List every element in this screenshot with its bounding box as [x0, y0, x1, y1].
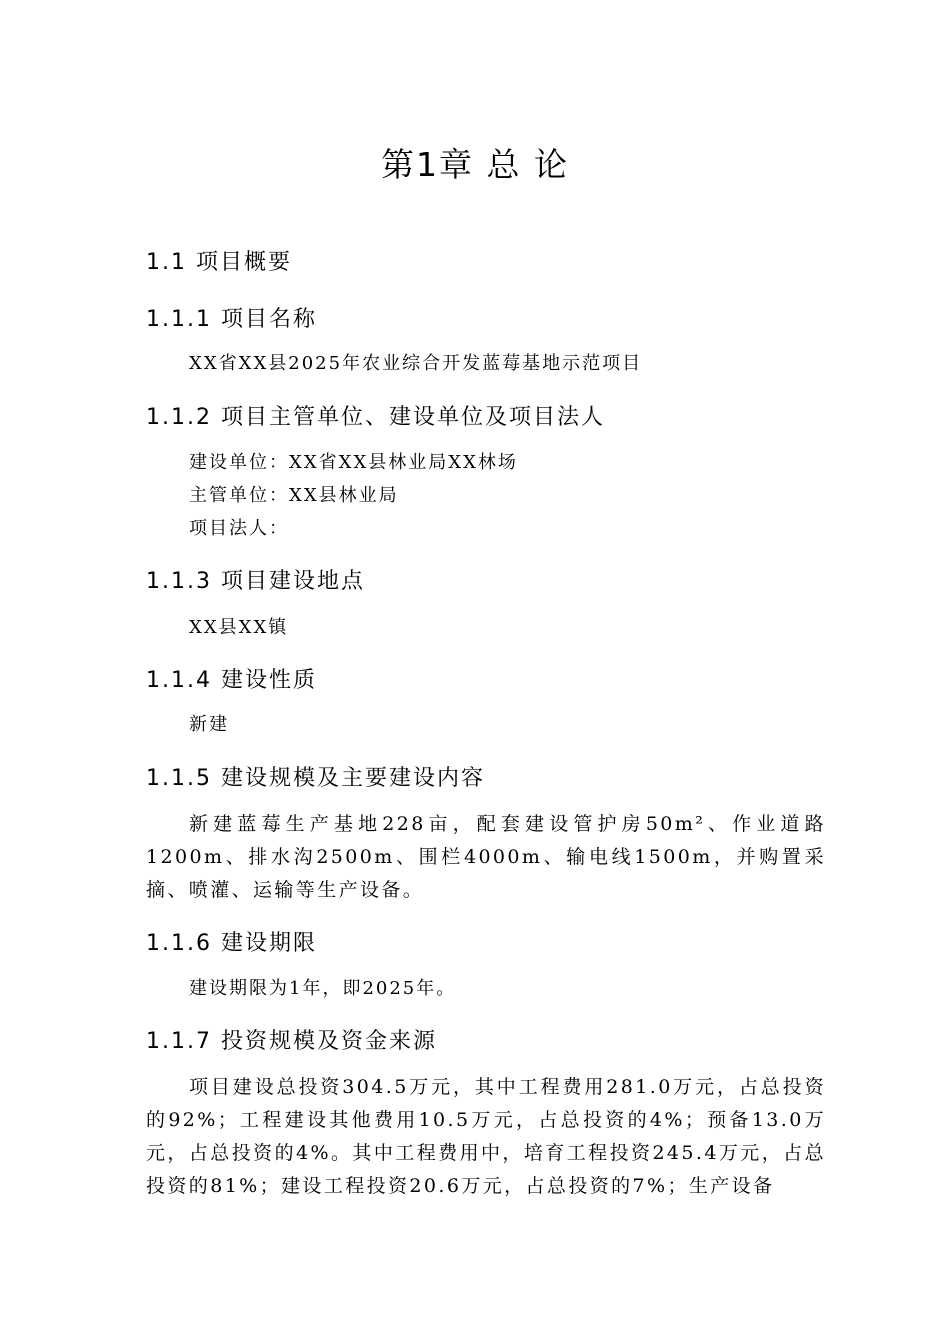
investment-paragraph: 项目建设总投资304.5万元，其中工程费用281.0万元，占总投资的92%；工程建设其他费用10.5万元，占总投资的4%；预备13.0万元，占总投资的4%。其中工程费用中，培育工程投资245.4万元，占总投资的81%；建设工程投资20.6万元，占总投资的7%；生产设备: [146, 1076, 826, 1197]
section-heading-1-1-5: 1.1.5 建设规模及主要建设内容: [146, 766, 485, 791]
section-heading-1-1-7: 1.1.7 投资规模及资金来源: [146, 1029, 437, 1054]
nature-text: 新建: [189, 714, 229, 735]
scale-paragraph: 新建蓝莓生产基地228亩，配套建设管护房50m²、作业道路1200m、排水沟2500m、围栏4000m、输电线1500m，并购置采摘、喷灌、运输等生产设备。: [146, 813, 826, 901]
section-heading-1-1-2: 1.1.2 项目主管单位、建设单位及项目法人: [146, 405, 605, 430]
supervising-unit-line: 主管单位：XX县林业局: [189, 485, 399, 506]
chapter-title: 第1章 总 论: [381, 145, 569, 184]
section-heading-1-1-6: 1.1.6 建设期限: [146, 931, 317, 956]
section-heading-1-1: 1.1 项目概要: [146, 250, 292, 275]
period-text: 建设期限为1年，即2025年。: [189, 978, 457, 999]
section-heading-1-1-3: 1.1.3 项目建设地点: [146, 569, 365, 594]
construction-unit-line: 建设单位：XX省XX县林业局XX林场: [189, 452, 518, 473]
legal-person-line: 项目法人：: [189, 518, 289, 539]
section-heading-1-1-1: 1.1.1 项目名称: [146, 307, 317, 332]
section-heading-1-1-4: 1.1.4 建设性质: [146, 668, 317, 693]
project-name-text: XX省XX县2025年农业综合开发蓝莓基地示范项目: [189, 353, 643, 374]
location-text: XX县XX镇: [189, 617, 289, 638]
